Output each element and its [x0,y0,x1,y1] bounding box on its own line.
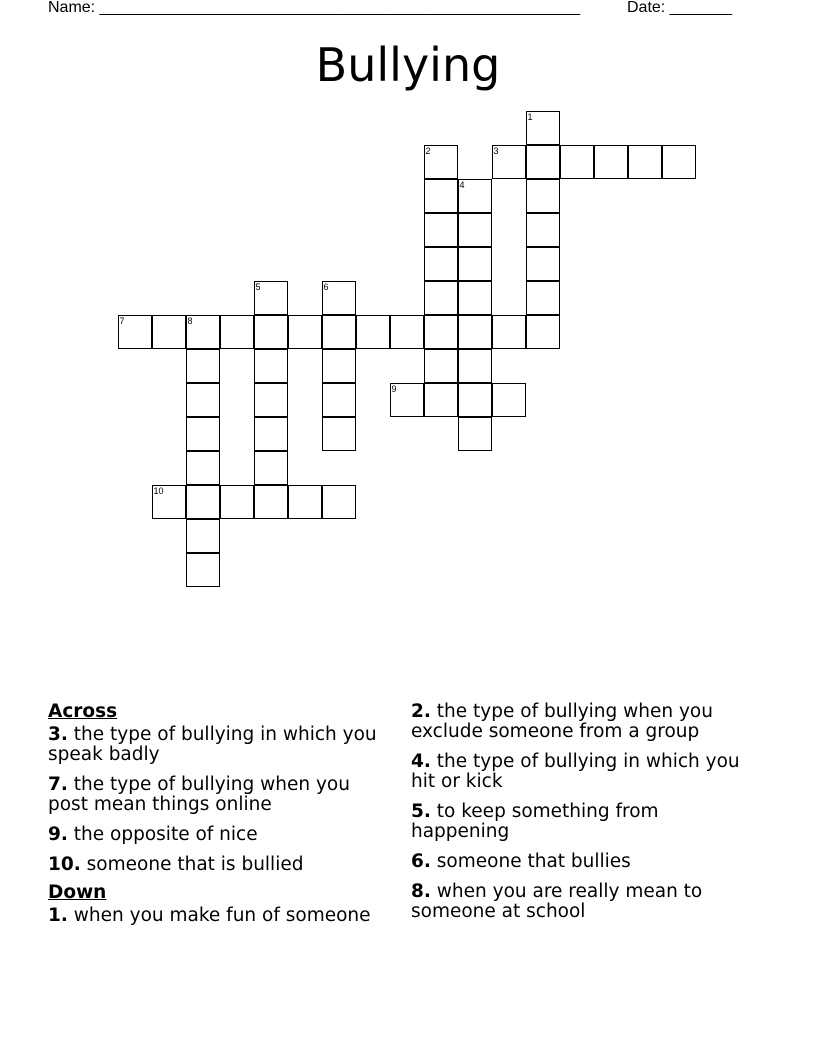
crossword-cell[interactable] [526,145,560,179]
crossword-cell[interactable] [322,485,356,519]
clue-number: 10. [48,854,81,875]
clue-text: the type of bullying when you post mean things online [48,774,350,815]
clue-down-1 [48,906,378,926]
cell-number: 8 [187,315,193,326]
crossword-cell[interactable] [424,383,458,417]
crossword-cell[interactable] [152,315,186,349]
clue-number: 4. [411,751,431,772]
crossword-cell[interactable] [322,281,356,315]
date-field-label: Date: _______ [627,0,732,16]
clue-number: 3. [48,724,68,745]
clue-text: someone that is bullied [86,854,304,875]
across-heading: Across [48,701,118,722]
clues-left-column [48,702,378,936]
crossword-cell[interactable] [186,349,220,383]
cell-number: 1 [527,111,533,122]
crossword-cell[interactable] [560,145,594,179]
crossword-cell[interactable] [254,485,288,519]
crossword-cell[interactable] [288,485,322,519]
clue-down-2 [411,702,751,742]
clue-number: 9. [48,824,68,845]
clue-down-6 [411,852,751,872]
crossword-cell[interactable] [458,179,492,213]
crossword-cell[interactable] [254,315,288,349]
crossword-cell[interactable] [628,145,662,179]
clue-number: 6. [411,851,431,872]
crossword-cell[interactable] [458,349,492,383]
crossword-cell[interactable] [526,281,560,315]
crossword-cell[interactable] [458,383,492,417]
crossword-cell[interactable] [526,179,560,213]
clue-across-10 [48,855,378,875]
cell-number: 9 [391,383,397,394]
crossword-cell[interactable] [220,315,254,349]
crossword-cell[interactable] [526,111,560,145]
cell-number: 3 [493,145,499,156]
crossword-cell[interactable] [152,485,186,519]
clue-number: 2. [411,701,431,722]
crossword-cell[interactable] [458,417,492,451]
clue-across-3 [48,725,378,765]
crossword-cell[interactable] [662,145,696,179]
clue-text: the type of bullying in which you hit or kick [411,751,740,792]
crossword-cell[interactable] [186,315,220,349]
clue-text: to keep something from happening [411,801,659,842]
crossword-cell[interactable] [424,247,458,281]
clue-number: 7. [48,774,68,795]
clue-across-7 [48,775,378,815]
clue-across-9 [48,825,378,845]
cell-number: 10 [153,485,164,496]
clue-text: the opposite of nice [73,824,258,845]
clue-text: when you are really mean to someone at school [411,881,703,922]
crossword-cell[interactable] [492,383,526,417]
crossword-cell[interactable] [594,145,628,179]
clue-number: 1. [48,905,68,926]
crossword-cell[interactable] [186,485,220,519]
clue-text: the type of bullying when you exclude someone from a group [411,701,713,742]
clue-text: when you make fun of someone [73,905,371,926]
clue-down-4 [411,752,751,792]
page-title: Bullying [315,38,501,92]
crossword-cell[interactable] [526,247,560,281]
crossword-cell[interactable] [322,349,356,383]
crossword-cell[interactable] [220,485,254,519]
crossword-cell[interactable] [322,383,356,417]
crossword-cell[interactable] [424,145,458,179]
crossword-cell[interactable] [186,383,220,417]
crossword-cell[interactable] [288,315,322,349]
crossword-cell[interactable] [492,315,526,349]
crossword-cell[interactable] [458,315,492,349]
crossword-cell[interactable] [526,315,560,349]
crossword-cell[interactable] [254,349,288,383]
clue-number: 5. [411,801,431,822]
crossword-cell[interactable] [458,247,492,281]
crossword-cell[interactable] [254,451,288,485]
crossword-cell[interactable] [424,179,458,213]
cell-number: 6 [323,281,329,292]
crossword-cell[interactable] [424,315,458,349]
cell-number: 7 [119,315,125,326]
clue-text: someone that bullies [436,851,631,872]
cell-number: 4 [459,179,465,190]
name-field-label: Name: ______________________________________________________ [48,0,581,16]
crossword-cell[interactable] [458,213,492,247]
clues-right-column [411,702,751,932]
crossword-cell[interactable] [322,315,356,349]
crossword-cell[interactable] [254,281,288,315]
crossword-cell[interactable] [424,281,458,315]
cell-number: 5 [255,281,261,292]
crossword-cell[interactable] [458,281,492,315]
clue-down-5 [411,802,751,842]
crossword-cell[interactable] [118,315,152,349]
crossword-cell[interactable] [492,145,526,179]
down-heading: Down [48,882,107,903]
crossword-cell[interactable] [186,519,220,553]
crossword-cell[interactable] [322,417,356,451]
crossword-cell[interactable] [186,553,220,587]
clue-down-8 [411,882,751,922]
crossword-cell[interactable] [424,349,458,383]
clue-number: 8. [411,881,431,902]
crossword-cell[interactable] [526,213,560,247]
crossword-cell[interactable] [186,451,220,485]
crossword-cell[interactable] [254,417,288,451]
clue-text: the type of bullying in which you speak badly [48,724,377,765]
crossword-cell[interactable] [356,315,390,349]
crossword-cell[interactable] [424,213,458,247]
crossword-cell[interactable] [390,315,424,349]
crossword-cell[interactable] [186,417,220,451]
crossword-cell[interactable] [254,383,288,417]
crossword-cell[interactable] [390,383,424,417]
cell-number: 2 [425,145,431,156]
